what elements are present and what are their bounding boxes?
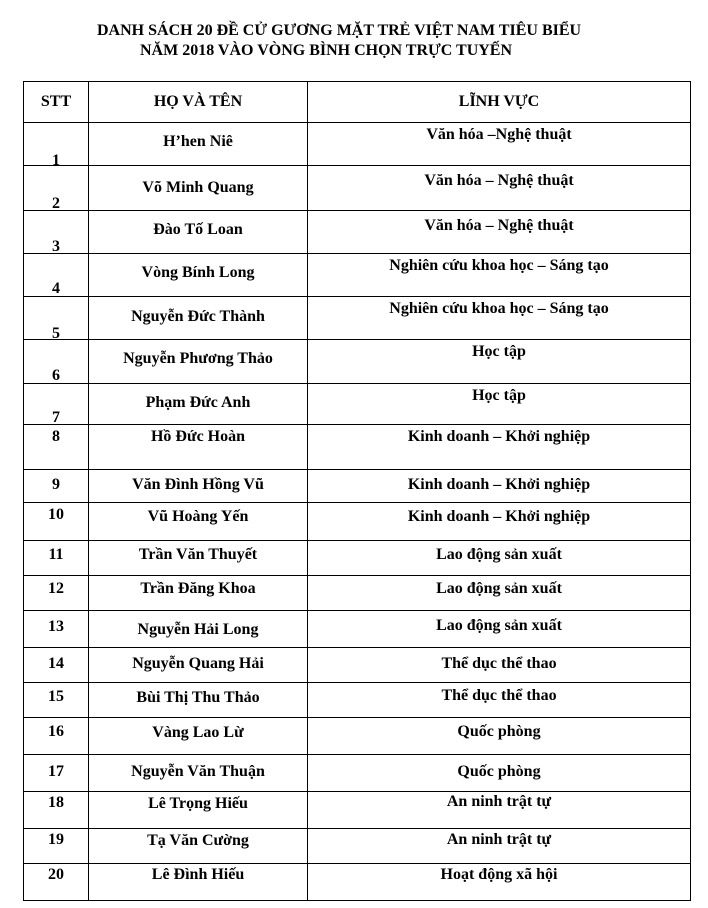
row-stt: 2: [52, 195, 60, 212]
row-stt: 8: [52, 428, 60, 445]
row-stt-cell: [24, 425, 89, 470]
table-row: [24, 211, 691, 254]
table-row: [24, 254, 691, 297]
table-row: [24, 611, 691, 648]
row-stt: 9: [52, 476, 60, 493]
row-name-cell: [89, 340, 308, 384]
row-stt: 16: [48, 723, 64, 740]
row-field: Lao động sản xuất: [436, 580, 562, 597]
row-stt: 19: [48, 831, 64, 848]
row-stt-cell: [24, 470, 89, 503]
row-stt-cell: [24, 683, 89, 718]
row-name-cell: [89, 864, 308, 901]
row-stt-cell: [24, 611, 89, 648]
row-stt: 3: [52, 238, 60, 255]
row-stt: 12: [48, 580, 64, 597]
row-stt-cell: [24, 829, 89, 864]
row-stt-cell: [24, 864, 89, 901]
document-title-line-1: DANH SÁCH 20 ĐỀ CỬ GƯƠNG MẶT TRẺ VIỆT NAM TIÊU BIỂU: [97, 22, 582, 39]
row-field: Văn hóa – Nghệ thuật: [424, 172, 574, 189]
row-field: Nghiên cứu khoa học – Sáng tạo: [389, 300, 609, 317]
row-name-cell: [89, 254, 308, 297]
row-field-cell: [308, 470, 691, 503]
table-row: [24, 384, 691, 425]
row-name-cell: [89, 611, 308, 648]
row-stt-cell: [24, 297, 89, 340]
table-row: [24, 123, 691, 166]
row-field: Kinh doanh – Khởi nghiệp: [407, 476, 591, 493]
table-row: [24, 470, 691, 503]
row-name-cell: [89, 384, 308, 425]
row-stt-cell: [24, 166, 89, 211]
table-row: [24, 425, 691, 470]
row-stt: 10: [48, 506, 64, 523]
row-stt-cell: [24, 503, 89, 541]
row-field-cell: [308, 503, 691, 541]
row-name-cell: [89, 755, 308, 792]
row-field: Nghiên cứu khoa học – Sáng tạo: [389, 257, 609, 274]
row-field: Kinh doanh – Khởi nghiệp: [407, 428, 591, 445]
table-row: [24, 297, 691, 340]
row-name: Nguyễn Phương Thảo: [123, 350, 273, 367]
row-name: Hồ Đức Hoàn: [150, 428, 246, 445]
row-name-cell: [89, 123, 308, 166]
row-stt-cell: [24, 340, 89, 384]
row-field-cell: [308, 864, 691, 901]
table-row: [24, 718, 691, 755]
row-stt: 20: [48, 866, 64, 883]
row-field-cell: [308, 683, 691, 718]
row-field: Lao động sản xuất: [436, 546, 562, 563]
nominee-table: [23, 81, 691, 901]
row-field: Quốc phòng: [457, 723, 541, 740]
table-row: [24, 755, 691, 792]
table-row: [24, 166, 691, 211]
row-field: An ninh trật tự: [446, 793, 552, 810]
row-stt: 15: [48, 688, 64, 705]
row-field: Thể dục thể thao: [441, 655, 557, 672]
row-field-cell: [308, 611, 691, 648]
row-stt: 13: [48, 618, 64, 635]
row-stt: 5: [52, 325, 60, 342]
row-name: Võ Minh Quang: [142, 179, 254, 196]
row-field-cell: [308, 340, 691, 384]
row-stt-cell: [24, 718, 89, 755]
row-name-cell: [89, 829, 308, 864]
row-field: Thể dục thể thao: [441, 687, 557, 704]
row-name: Trần Văn Thuyết: [138, 546, 258, 563]
row-name: Vũ Hoàng Yến: [147, 508, 249, 525]
header-stt: STT: [24, 82, 89, 123]
table-row: [24, 340, 691, 384]
row-stt: 1: [52, 152, 60, 169]
row-name: Bùi Thị Thu Thảo: [136, 689, 260, 706]
row-stt-cell: [24, 576, 89, 611]
row-stt-cell: [24, 541, 89, 576]
row-field-cell: [308, 211, 691, 254]
table-row: [24, 864, 691, 901]
table-header-row: [24, 82, 691, 123]
row-stt: 6: [52, 367, 60, 384]
table-row: [24, 829, 691, 864]
row-name: Nguyễn Đức Thành: [131, 308, 265, 325]
row-name-cell: [89, 576, 308, 611]
row-name: Vòng Bính Long: [141, 264, 255, 281]
row-field: Học tập: [472, 343, 526, 360]
row-field: Học tập: [472, 387, 526, 404]
row-stt: 4: [52, 280, 60, 297]
document-title-line-2: NĂM 2018 VÀO VÒNG BÌNH CHỌN TRỰC TUYẾN: [140, 42, 513, 59]
row-stt: 11: [48, 546, 64, 563]
row-name: Văn Đình Hồng Vũ: [132, 476, 264, 493]
row-name: Trần Đăng Khoa: [140, 580, 256, 597]
table-row: [24, 792, 691, 829]
row-stt-cell: [24, 384, 89, 425]
row-name-cell: [89, 648, 308, 683]
row-name-cell: [89, 425, 308, 470]
row-name: Nguyễn Hải Long: [137, 621, 259, 638]
row-field-cell: [308, 384, 691, 425]
table-row: [24, 503, 691, 541]
row-field-cell: [308, 718, 691, 755]
header-field: LĨNH VỰC: [308, 82, 691, 123]
row-field: An ninh trật tự: [446, 831, 552, 848]
row-name-cell: [89, 470, 308, 503]
table-row: [24, 683, 691, 718]
row-name-cell: [89, 792, 308, 829]
row-field-cell: [308, 425, 691, 470]
row-name-cell: [89, 718, 308, 755]
row-field-cell: [308, 166, 691, 211]
row-name-cell: [89, 541, 308, 576]
table-row: [24, 541, 691, 576]
row-field-cell: [308, 755, 691, 792]
row-stt: 17: [48, 763, 64, 780]
row-stt-cell: [24, 211, 89, 254]
row-name-cell: [89, 166, 308, 211]
row-stt: 7: [52, 409, 60, 426]
row-name: Vàng Lao Lừ: [152, 724, 244, 741]
row-name-cell: [89, 297, 308, 340]
row-field: Văn hóa –Nghệ thuật: [426, 126, 572, 143]
header-name: HỌ VÀ TÊN: [89, 82, 308, 123]
row-name: Lê Trọng Hiếu: [148, 795, 248, 812]
row-field: Văn hóa – Nghệ thuật: [424, 217, 574, 234]
table-row: [24, 576, 691, 611]
row-field: Hoạt động xã hội: [440, 866, 558, 883]
row-field-cell: [308, 541, 691, 576]
row-field-cell: [308, 829, 691, 864]
row-stt-cell: [24, 648, 89, 683]
row-field-cell: [308, 648, 691, 683]
row-stt-cell: [24, 123, 89, 169]
row-name: Nguyễn Quang Hải: [132, 655, 264, 672]
row-field-cell: [308, 297, 691, 340]
row-field: Quốc phòng: [457, 763, 541, 780]
row-stt-cell: [24, 254, 89, 297]
row-name: Phạm Đức Anh: [145, 394, 251, 411]
row-stt-cell: [24, 755, 89, 792]
row-name: Đào Tố Loan: [153, 221, 243, 238]
row-field-cell: [308, 792, 691, 829]
row-stt: 18: [48, 794, 64, 811]
row-name: Lê Đình Hiếu: [151, 866, 245, 883]
row-field: Lao động sản xuất: [436, 617, 562, 634]
row-name: Tạ Văn Cường: [147, 832, 249, 849]
row-field-cell: [308, 254, 691, 297]
table-row: [24, 648, 691, 683]
row-field: Kinh doanh – Khởi nghiệp: [407, 508, 591, 525]
row-field-cell: [308, 576, 691, 611]
row-name: Nguyễn Văn Thuận: [131, 763, 265, 780]
row-name-cell: [89, 211, 308, 254]
row-name: H’hen Niê: [163, 133, 233, 150]
row-stt-cell: [24, 792, 89, 829]
row-name-cell: [89, 503, 308, 541]
row-name-cell: [89, 683, 308, 718]
row-stt: 14: [48, 655, 64, 672]
row-field-cell: [308, 123, 691, 166]
